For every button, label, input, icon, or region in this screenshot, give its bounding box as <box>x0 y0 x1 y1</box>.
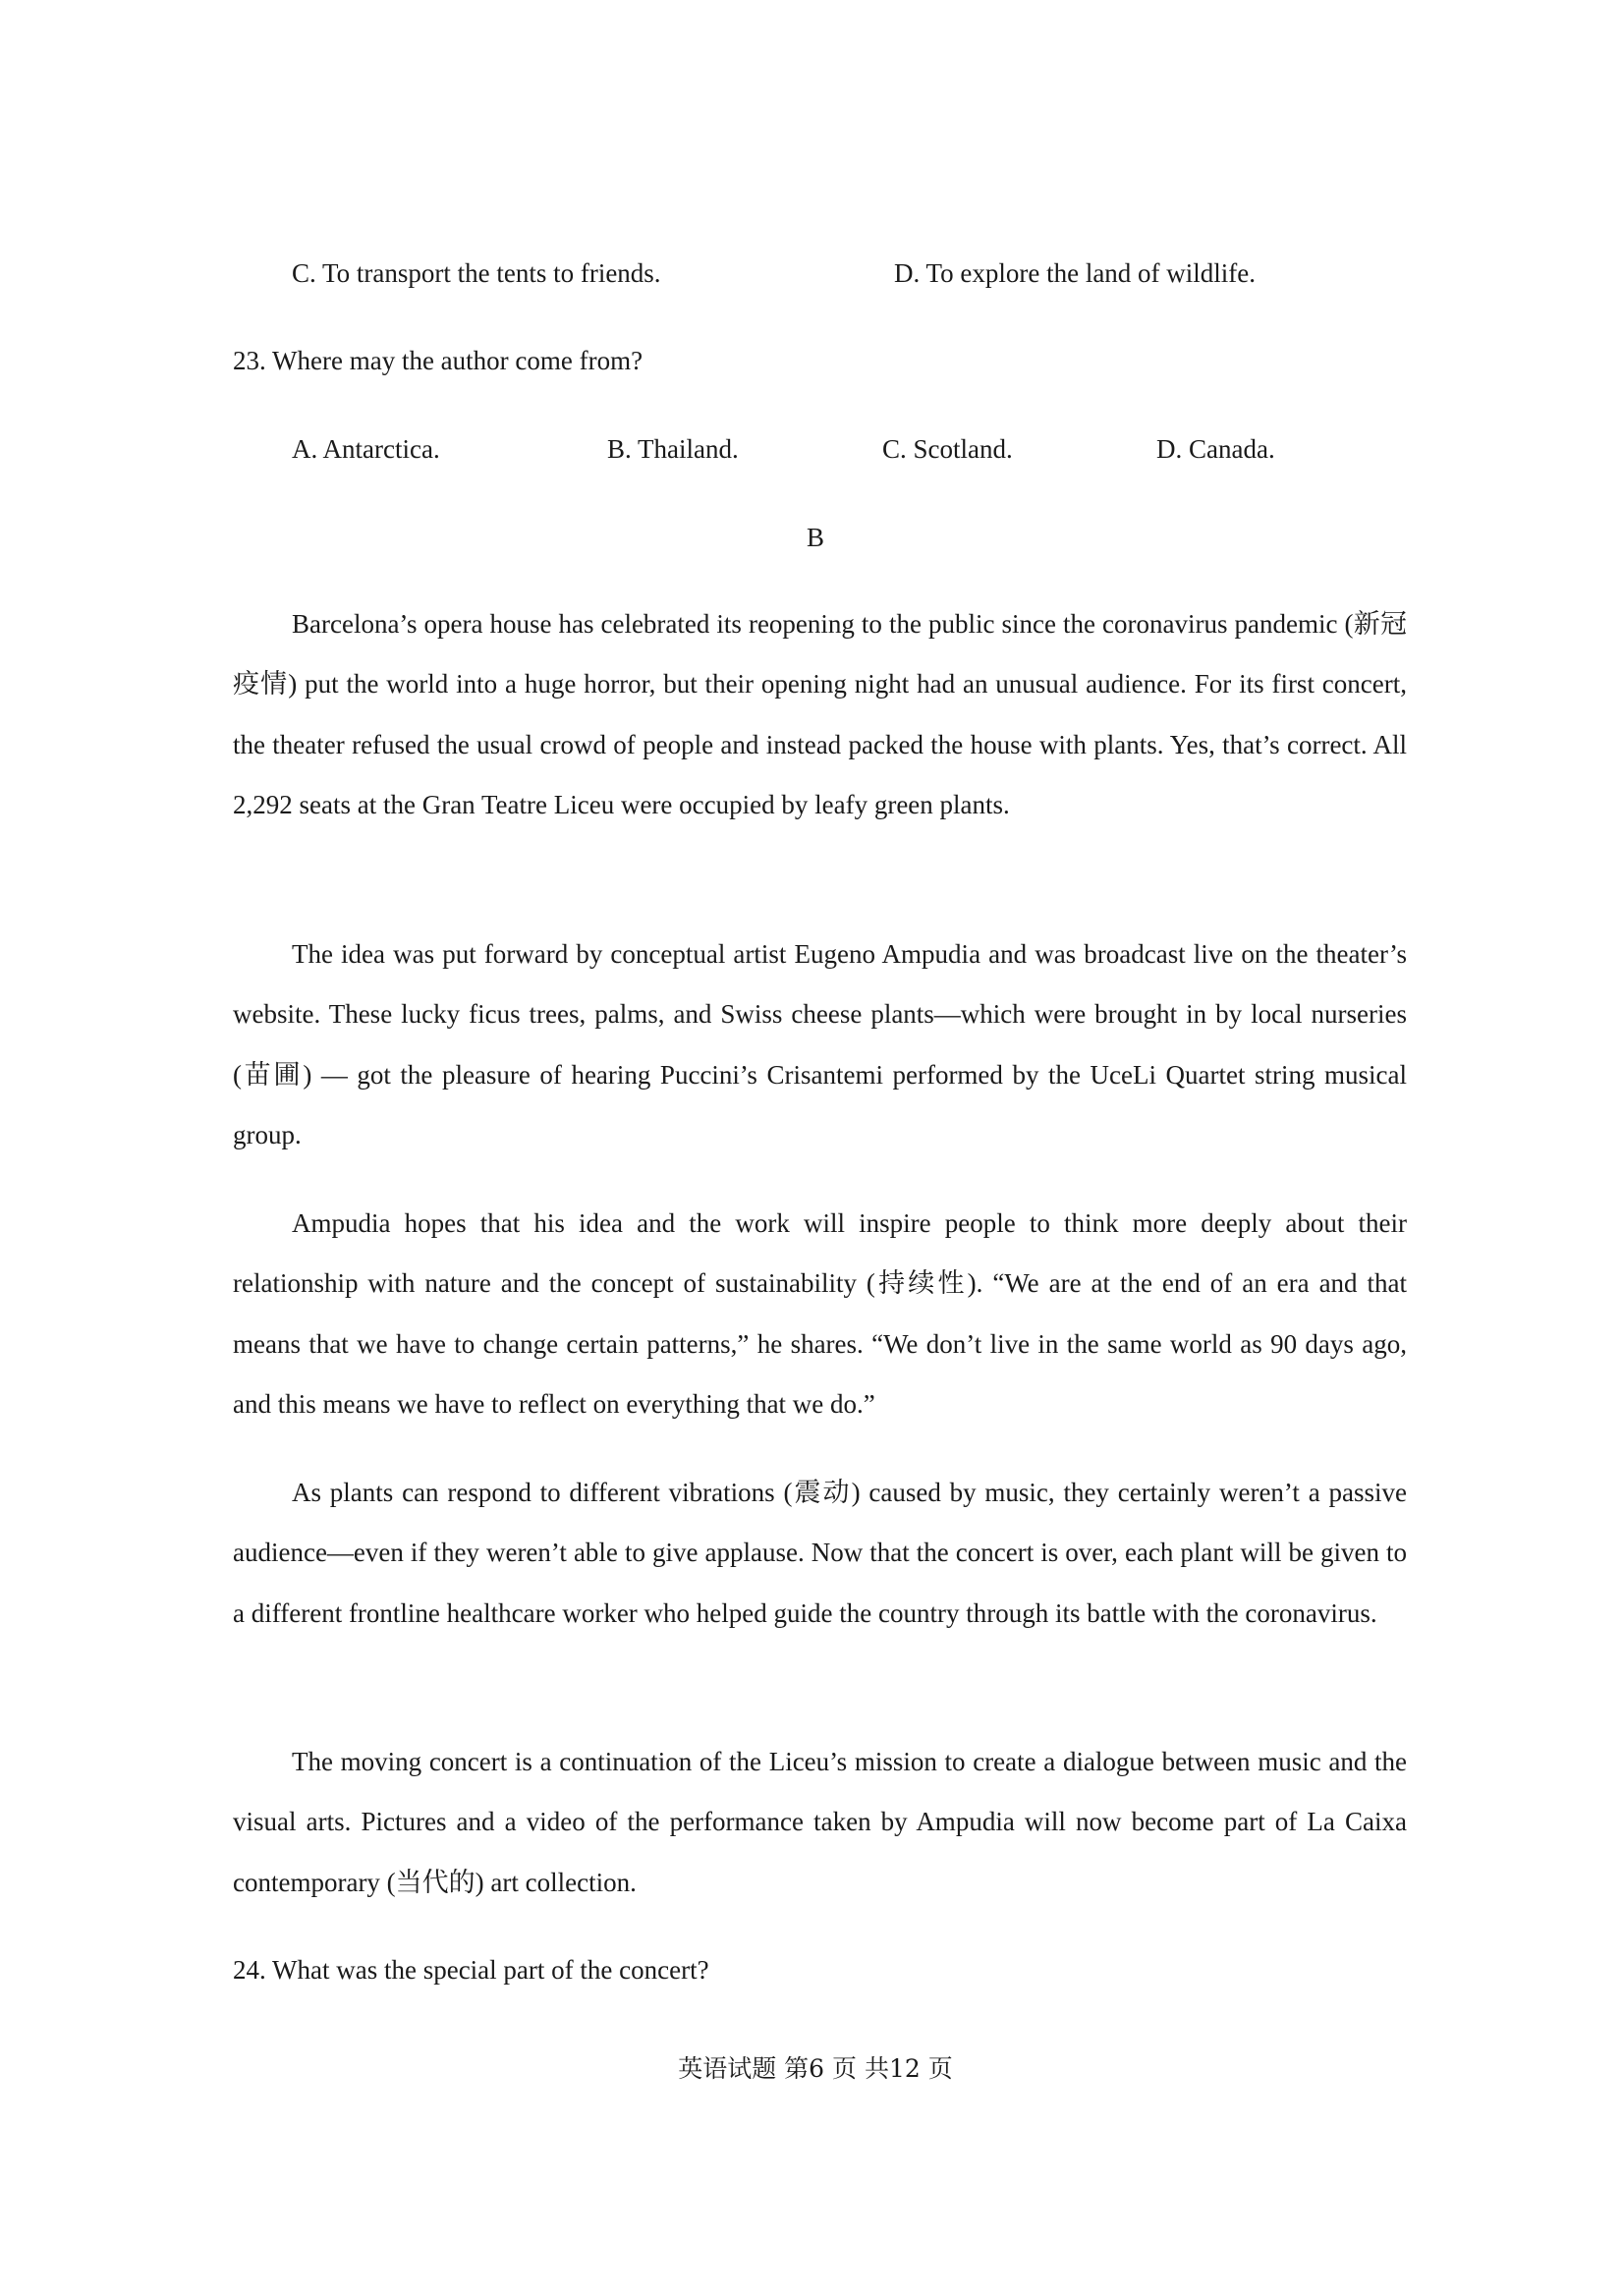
q23-option-d: D. Canada. <box>1156 434 1275 464</box>
passage-paragraph-5: The moving concert is a continuation of the Liceu’s mission to create a dialogue between music and the visual arts. Pictures and a video of the performance taken by Ampudia will now become part of La Caixa contemporary (当代的) art collection. <box>233 1747 1407 1897</box>
passage-paragraph-4: As plants can respond to different vibrations (震动) caused by music, they certainly weren’t a passive audience—even if they weren’t able to give applause. Now that the concert is over, each plant will be given to a different frontline healthcare worker who helped guide the country through its battle with the coronavirus. <box>233 1478 1407 1628</box>
q22-option-c: C. To transport the tents to friends. <box>292 258 661 288</box>
q23-option-b: B. Thailand. <box>607 434 739 464</box>
q23-question: 23. Where may the author come from? <box>233 346 644 375</box>
passage-paragraph-2: The idea was put forward by conceptual artist Eugeno Ampudia and was broadcast live on the theater’s website. These lucky ficus trees, palms, and Swiss cheese plants—which were brought in by local nurseries (苗圃) — got the pleasure of hearing Puccini’s Crisantemi performed by the UceLi Quartet string musical group. <box>233 939 1407 1149</box>
page-footer: 英语试题 第6 页 共12 页 <box>678 2054 953 2083</box>
passage-paragraph-3: Ampudia hopes that his idea and the work will inspire people to think more deeply about their relationship with nature and the concept of sustainability (持续性). “We are at the end of an era and that means that we have to change certain patterns,” he shares. “We don’t live in the same world as 90 days ago, and this means we have to reflect on everything that we do.” <box>233 1208 1407 1419</box>
q22-option-d: D. To explore the land of wildlife. <box>894 258 1257 288</box>
q24-question: 24. What was the special part of the concert? <box>233 1955 709 1985</box>
passage-paragraph-1: Barcelona’s opera house has celebrated its reopening to the public since the coronavirus pandemic (新冠疫情) put the world into a huge horror, but their opening night had an unusual audience. For its first concert, the theater refused the usual crowd of people and instead packed the house with plants. Yes, that’s correct. All 2,292 seats at the Gran Teatre Liceu were occupied by leafy green plants. <box>233 609 1407 819</box>
q23-option-a: A. Antarctica. <box>292 434 440 464</box>
q23-option-c: C. Scotland. <box>882 434 1013 464</box>
section-label: B <box>806 523 824 552</box>
